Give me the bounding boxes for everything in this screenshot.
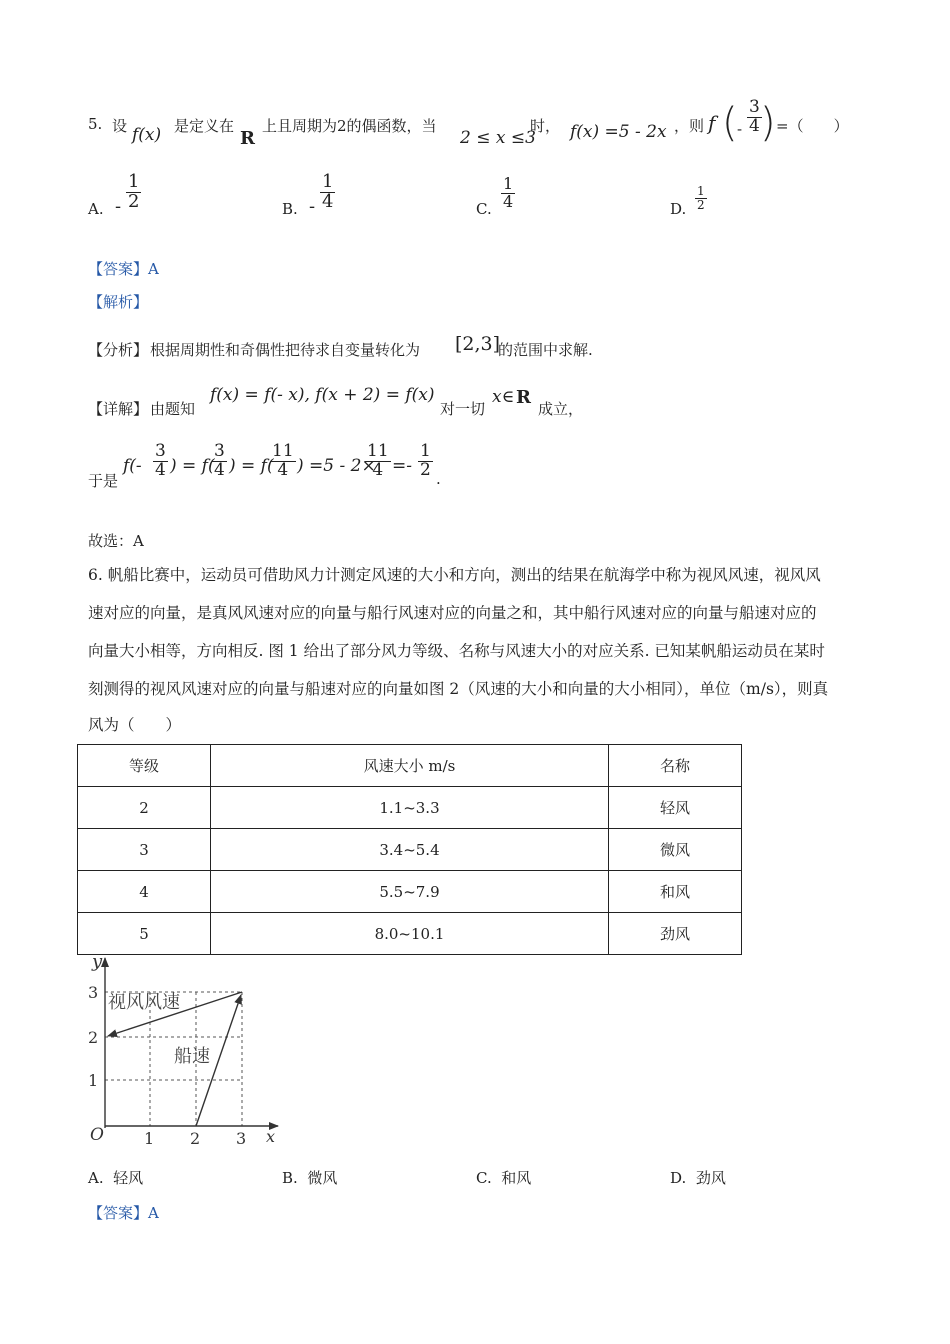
q5-analysis-label: 【解析】	[88, 293, 149, 311]
table-cell: 1.1~3.3	[211, 787, 609, 829]
table-cell: 劲风	[608, 913, 741, 955]
q6-option-b[interactable]: B. 微风	[282, 1169, 338, 1187]
q6-line-2: 速对应的向量，是真风风速对应的向量与船行风速对应的向量之和，其中船行风速对应的向量与船速对应的	[88, 604, 817, 622]
q5-text-5: ，则	[674, 117, 705, 135]
yushi-label: 于是	[88, 472, 119, 490]
table-row	[78, 871, 742, 913]
table-cell: 4	[78, 871, 211, 913]
table-row	[78, 913, 742, 955]
q6-line-4: 刻测得的视风风速对应的向量与船速对应的向量如图 2（风速的大小和向量的大小相同），单位（m/s），则真	[88, 680, 829, 698]
x-axis-label: x	[266, 1127, 276, 1146]
y-tick: 3	[88, 983, 99, 1002]
q6-option-d[interactable]: D. 劲风	[670, 1169, 726, 1187]
q6-line-5: 风为（ ）	[88, 716, 182, 734]
fenxi-interval: [2,3]	[455, 333, 501, 355]
table-cell: 8.0~10.1	[211, 913, 609, 955]
y-tick: 2	[88, 1028, 99, 1047]
x-tick: 1	[144, 1129, 155, 1147]
table-cell: 2	[78, 787, 211, 829]
y-tick: 1	[88, 1071, 99, 1090]
table-cell: 轻风	[608, 787, 741, 829]
y-axis-label: y	[92, 952, 103, 972]
table-cell: 和风	[608, 871, 741, 913]
xiangjie-label: 【详解】	[88, 400, 149, 418]
q5-expression: f(x) =5 - 2x	[570, 122, 667, 142]
table-header: 风速大小 m/s	[211, 745, 609, 787]
fenxi-label: 【分析】	[88, 341, 149, 359]
table-cell: 5.5~7.9	[211, 871, 609, 913]
q6-line-1: 6. 帆船比赛中，运动员可借助风力计测定风速的大小和方向，测出的结果在航海学中称为视风风速，视风风	[88, 566, 821, 584]
q5-text-3: 上且周期为2的偶函数，当	[262, 117, 437, 135]
xiangjie-R: R	[516, 387, 531, 408]
table-header-row	[78, 745, 742, 787]
table-cell: 3	[78, 829, 211, 871]
table-cell: 5	[78, 913, 211, 955]
origin-label: O	[90, 1125, 104, 1145]
q5-text-1: 设	[112, 117, 128, 135]
q5-answer: 【答案】A	[88, 260, 159, 278]
q5-neg: -	[737, 120, 743, 138]
fenxi-text-1: 根据周期性和奇偶性把待求自变量转化为	[150, 341, 421, 359]
table-cell: 微风	[608, 829, 741, 871]
xiangjie-text-1: 由题知	[150, 400, 196, 418]
xiangjie-expression: f(x) = f(- x), f(x + 2) = f(x)	[210, 385, 435, 405]
vector-graph	[80, 952, 290, 1147]
left-paren: (	[722, 100, 738, 146]
table-row	[78, 787, 742, 829]
table-row	[78, 829, 742, 871]
xiangjie-text-3: 成立，	[538, 400, 584, 418]
right-paren: )	[760, 100, 776, 146]
q5-conclusion: 故选：A	[88, 532, 144, 550]
q6-option-c[interactable]: C. 和风	[476, 1169, 532, 1187]
xiangjie-x-in: x∈	[492, 387, 515, 407]
table-header: 名称	[608, 745, 741, 787]
fenxi-text-2: 的范围中求解.	[498, 341, 593, 359]
q6-line-3: 向量大小相等，方向相反. 图 1 给出了部分风力等级、名称与风速大小的对应关系. 已知某帆船运动员在某时	[88, 642, 825, 660]
q5-fraction: $\frac{3}{4}$	[749, 97, 760, 136]
q5-condition: 2 ≤ x ≤3	[460, 128, 536, 148]
q6-option-a[interactable]: A. 轻风	[88, 1169, 144, 1187]
boat-speed-label: 船速	[174, 1046, 210, 1067]
q5-number: 5.	[88, 115, 103, 133]
q5-equals-blank: =（ ）	[776, 117, 849, 135]
table-cell: 3.4~5.4	[211, 829, 609, 871]
x-tick: 3	[236, 1129, 247, 1147]
q5-real-R: R	[240, 128, 255, 149]
wind-level-table	[77, 744, 742, 955]
q5-f: f	[708, 111, 716, 135]
q5-text-4: 时，	[530, 117, 561, 135]
xiangjie-text-2: 对一切	[440, 400, 486, 418]
table-header: 等级	[78, 745, 211, 787]
apparent-wind-label: 视风风速	[108, 992, 180, 1013]
x-tick: 2	[190, 1129, 201, 1147]
q6-answer: 【答案】A	[88, 1204, 159, 1222]
q5-fx: f(x)	[132, 125, 162, 145]
q5-text-2: 是定义在	[174, 117, 235, 135]
